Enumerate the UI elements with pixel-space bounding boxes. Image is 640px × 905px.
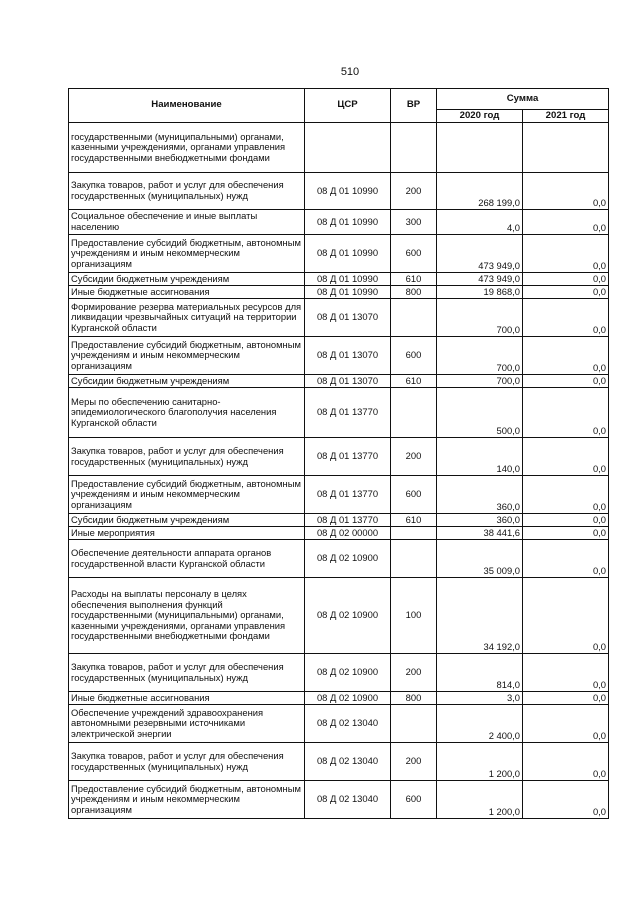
row-sum-2021: 0,0 [523,578,609,654]
table-row [69,286,609,299]
row-csr: 08 Д 01 10990 [305,286,391,299]
row-name: Закупка товаров, работ и услуг для обеспечения государственных (муниципальных) нужд [69,654,305,692]
table-row [69,388,609,438]
row-csr: 08 Д 01 13070 [305,375,391,388]
row-sum-2020: 35 009,0 [437,540,523,578]
row-sum-2020: 34 192,0 [437,578,523,654]
row-name: государственными (муниципальными) органами, казенными учреждениями, органами управления государственными внебюджетными фондами [69,123,305,173]
row-name: Предоставление субсидий бюджетным, автономным учреждениям и иным некоммерческим организациям [69,476,305,514]
row-vr [391,527,437,540]
row-csr: 08 Д 02 10900 [305,540,391,578]
row-name: Расходы на выплаты персоналу в целях обеспечения выполнения функций государственными (муниципальными) органами, казенными учреждениями, органами управления государственными внебюджетными фондами [69,578,305,654]
row-vr: 610 [391,514,437,527]
row-vr: 600 [391,337,437,375]
row-vr: 200 [391,743,437,781]
row-sum-2021: 0,0 [523,388,609,438]
row-name: Закупка товаров, работ и услуг для обеспечения государственных (муниципальных) нужд [69,438,305,476]
row-csr: 08 Д 01 13070 [305,337,391,375]
row-name: Субсидии бюджетным учреждениям [69,375,305,388]
table-row [69,743,609,781]
row-vr [391,388,437,438]
row-sum-2021: 0,0 [523,705,609,743]
row-vr: 200 [391,173,437,210]
row-vr: 200 [391,654,437,692]
row-vr [391,299,437,337]
table-row [69,527,609,540]
row-csr: 08 Д 01 13770 [305,476,391,514]
row-vr: 610 [391,375,437,388]
row-sum-2020: 3,0 [437,692,523,705]
row-name: Иные бюджетные ассигнования [69,286,305,299]
row-name: Обеспечение деятельности аппарата органов государственной власти Курганской области [69,540,305,578]
row-csr: 08 Д 02 10900 [305,654,391,692]
row-vr [391,705,437,743]
header-sum: Сумма [437,89,609,110]
table-row [69,654,609,692]
row-sum-2021: 0,0 [523,514,609,527]
row-name: Иные мероприятия [69,527,305,540]
header-year-2021: 2021 год [523,110,609,123]
row-csr: 08 Д 02 13040 [305,743,391,781]
row-sum-2020: 473 949,0 [437,273,523,286]
row-csr: 08 Д 01 10990 [305,210,391,235]
table-row [69,514,609,527]
row-vr: 800 [391,692,437,705]
row-sum-2021: 0,0 [523,235,609,273]
table-row [69,235,609,273]
table-row [69,438,609,476]
row-sum-2020: 700,0 [437,337,523,375]
row-sum-2020: 473 949,0 [437,235,523,273]
table-row [69,123,609,173]
row-sum-2020: 1 200,0 [437,781,523,819]
row-sum-2020: 38 441,6 [437,527,523,540]
row-vr: 100 [391,578,437,654]
row-sum-2020: 360,0 [437,514,523,527]
row-csr: 08 Д 01 13770 [305,388,391,438]
row-sum-2020: 4,0 [437,210,523,235]
table-row [69,173,609,210]
row-sum-2020: 2 400,0 [437,705,523,743]
row-sum-2021: 0,0 [523,476,609,514]
table-row [69,210,609,235]
table-row [69,273,609,286]
row-csr: 08 Д 01 10990 [305,173,391,210]
row-sum-2021: 0,0 [523,743,609,781]
row-csr: 08 Д 01 10990 [305,273,391,286]
row-csr: 08 Д 02 10900 [305,692,391,705]
row-sum-2021: 0,0 [523,781,609,819]
row-name: Предоставление субсидий бюджетным, автономным учреждениям и иным некоммерческим организациям [69,781,305,819]
table-row [69,375,609,388]
row-sum-2021 [523,123,609,173]
table-row [69,692,609,705]
row-sum-2021: 0,0 [523,654,609,692]
row-name: Субсидии бюджетным учреждениям [69,273,305,286]
row-sum-2021: 0,0 [523,210,609,235]
row-csr: 08 Д 01 13770 [305,438,391,476]
row-sum-2020: 1 200,0 [437,743,523,781]
page-number: 510 [340,66,360,78]
row-vr: 300 [391,210,437,235]
row-csr: 08 Д 01 10990 [305,235,391,273]
row-sum-2021: 0,0 [523,527,609,540]
row-sum-2020: 19 868,0 [437,286,523,299]
table-row [69,540,609,578]
row-sum-2021: 0,0 [523,337,609,375]
row-name: Закупка товаров, работ и услуг для обеспечения государственных (муниципальных) нужд [69,743,305,781]
budget-table [68,88,609,819]
row-sum-2020: 140,0 [437,438,523,476]
row-csr: 08 Д 02 00000 [305,527,391,540]
row-vr: 600 [391,235,437,273]
row-csr [305,123,391,173]
row-name: Социальное обеспечение и иные выплаты населению [69,210,305,235]
table-row [69,781,609,819]
table-row [69,578,609,654]
header-year-2020: 2020 год [437,110,523,123]
row-sum-2021: 0,0 [523,692,609,705]
row-sum-2021: 0,0 [523,286,609,299]
row-vr: 600 [391,476,437,514]
row-sum-2021: 0,0 [523,299,609,337]
table-row [69,476,609,514]
table-row [69,299,609,337]
row-sum-2021: 0,0 [523,438,609,476]
row-name: Меры по обеспечению санитарно-эпидемиологического благополучия населения Курганской области [69,388,305,438]
row-sum-2020: 500,0 [437,388,523,438]
row-name: Иные бюджетные ассигнования [69,692,305,705]
row-sum-2020: 268 199,0 [437,173,523,210]
row-name: Закупка товаров, работ и услуг для обеспечения государственных (муниципальных) нужд [69,173,305,210]
row-csr: 08 Д 02 13040 [305,705,391,743]
row-vr: 600 [391,781,437,819]
row-sum-2020: 700,0 [437,375,523,388]
row-name: Предоставление субсидий бюджетным, автономным учреждениям и иным некоммерческим организациям [69,235,305,273]
row-name: Обеспечение учреждений здравоохранения автономными резервными источниками электрической энергии [69,705,305,743]
row-vr: 200 [391,438,437,476]
row-vr: 800 [391,286,437,299]
row-sum-2020: 360,0 [437,476,523,514]
row-csr: 08 Д 01 13070 [305,299,391,337]
table-row [69,337,609,375]
row-csr: 08 Д 02 13040 [305,781,391,819]
row-sum-2020 [437,123,523,173]
row-sum-2021: 0,0 [523,273,609,286]
header-csr: ЦСР [305,89,391,123]
row-csr: 08 Д 02 10900 [305,578,391,654]
row-csr: 08 Д 01 13770 [305,514,391,527]
row-sum-2020: 814,0 [437,654,523,692]
header-vr: ВР [391,89,437,123]
table-body [69,123,609,819]
row-vr: 610 [391,273,437,286]
row-name: Субсидии бюджетным учреждениям [69,514,305,527]
row-name: Формирование резерва материальных ресурсов для ликвидации чрезвычайных ситуаций на территории Курганской области [69,299,305,337]
header-name: Наименование [69,89,305,123]
row-sum-2021: 0,0 [523,540,609,578]
row-name: Предоставление субсидий бюджетным, автономным учреждениям и иным некоммерческим организациям [69,337,305,375]
row-sum-2021: 0,0 [523,173,609,210]
row-sum-2021: 0,0 [523,375,609,388]
row-vr [391,540,437,578]
row-vr [391,123,437,173]
table-row [69,705,609,743]
row-sum-2020: 700,0 [437,299,523,337]
